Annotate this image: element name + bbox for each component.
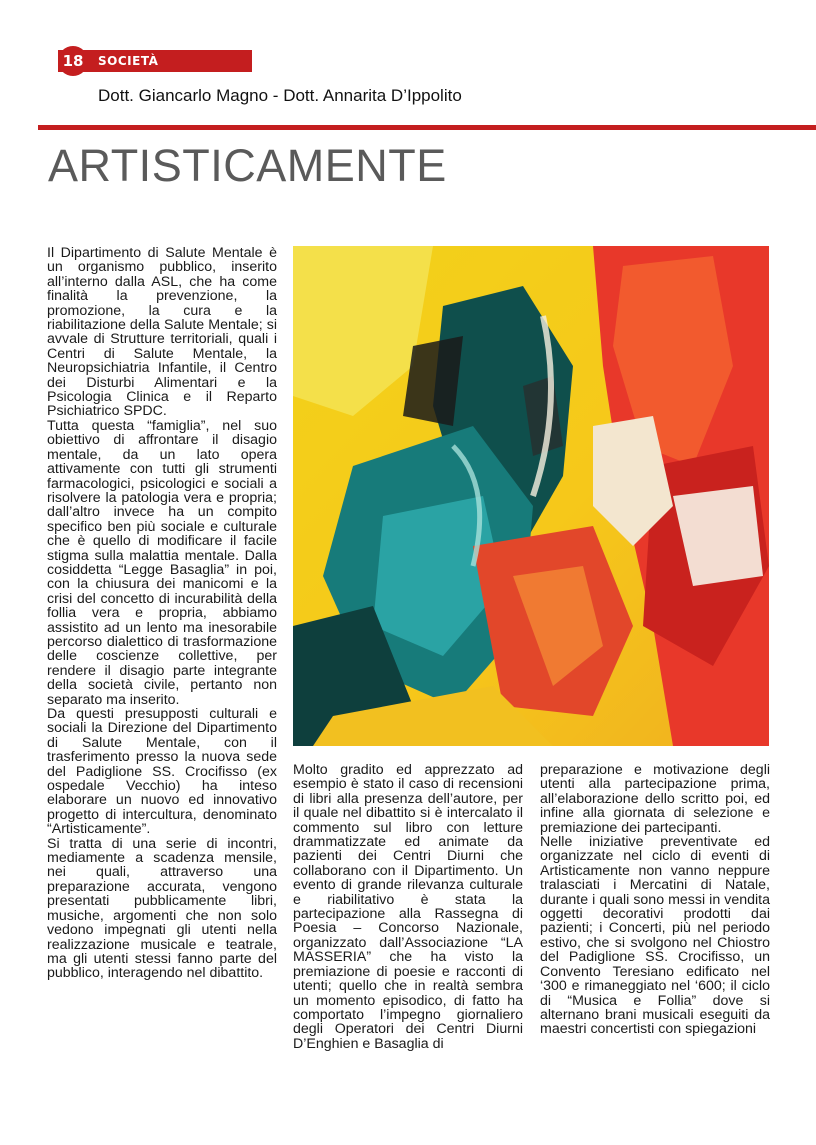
paragraph: preparazione e motivazione degli utenti alla partecipazione prima, all’elaborazione dello scritto poi, ed infine alla giornata di selezione e premiazione dei partecipanti. (540, 762, 770, 836)
paragraph: Il Dipartimento di Salute Mentale è un organismo pubblico, inserito all’interno dalla ASL, che ha come finalità la prevenzione, la promozione, la cura e la riabilitazione della Salute Mentale; si avvale di Strutture territoriali, quali i Centri di Salute Mentale, la Neuropsichiatria Infantile, il Centro dei Disturbi Alimentari e la Psicologia Clinica e il Reparto Psichiatrico SPDC. (47, 245, 277, 420)
header-divider (38, 125, 816, 130)
abstract-painting-svg (293, 246, 769, 746)
paragraph: Si tratta di una serie di incontri, mediamente a scadenza mensile, nei quali, attraverso una preparazione accurata, vengono presentati pubblicamente libri, musiche, argomenti che non solo vedono impegnati gli utenti nella realizzazione musicale e teatrale, ma gli utenti stessi fanno parte del pubblico, interagendo nel dibattito. (47, 835, 277, 982)
paragraph: Molto gradito ed apprezzato ad esempio è stato il caso di recensioni di libri alla presenza dell’autore, per il quale nel dibattito si è intercalato il commento sul libro con letture drammatizzate ed animate da pazienti dei Centri Diurni che collaborano con il Dipartimento. Un evento di grande rilevanza culturale e riabilitativo è stata la partecipazione alla Rassegna di Poesia – Concorso Nazionale, organizzato dall’Associazione “LA MASSERIA” che ha visto la premiazione di poesie e racconti di utenti; quello che in realtà sembra un momento episodico, di fatto ha comportato l’impegno giornaliero degli Operatori dei Centri Diurni D’Enghien e Basaglia di (293, 762, 523, 1052)
article-title: ARTISTICAMENTE (48, 140, 447, 191)
text-column-2 (293, 763, 523, 1051)
page-number: 18 (58, 46, 88, 76)
paragraph: Tutta questa “famiglia”, nel suo obiettivo di affrontare il disagio mentale, da un lato opera attivamente con tutti gli strumenti farmacologici, psicologici e sociali a risolvere la patologia vera e propria; dall’altro invece ha un compito specifico ben più sociale e culturale che è quello di modificare il facile stigma sulla malattia mentale. Dalla cosiddetta “Legge Basaglia” in poi, con la chiusura dei manicomi e la crisi del concetto di incurabilità della follia vera e propria, abbiamo assistito ad un lento ma inesorabile percorso dialettico di trasformazione delle coscienze collettive, per rendere il disagio parte integrante della società civile, pertanto non separato ma inserito. (47, 417, 277, 708)
article-authors: Dott. Giancarlo Magno - Dott. Annarita D’Ippolito (98, 86, 462, 105)
paragraph: Da questi presupposti culturali e sociali la Direzione del Dipartimento di Salute Mentale, con il trasferimento presso la nuova sede del Padiglione SS. Crocifisso (ex ospedale Vecchio) ha inteso elaborare un nuovo ed innovativo progetto di intercultura, denominato “Artisticamente”. (47, 706, 277, 838)
abstract-painting-image (293, 246, 769, 746)
paragraph: Nelle iniziative preventivate ed organizzate nel ciclo di eventi di Artisticamente non vanno neppure tralasciati i Mercatini di Natale, durante i quali sono messi in vendita oggetti decorativi prodotti dai pazienti; i Concerti, più nel periodo estivo, che si svolgono nel Chiostro del Padiglione SS. Crocifisso, un Convento Teresiano edificato nel ‘300 e rimaneggiato nel ‘600; il ciclo di “Musica e Follia” dove si alternano brani musicali eseguiti da maestri concertisti con spiegazioni (540, 834, 770, 1038)
text-column-3 (540, 763, 770, 1037)
text-column-1 (47, 246, 277, 981)
section-label: SOCIETÀ (98, 54, 159, 68)
